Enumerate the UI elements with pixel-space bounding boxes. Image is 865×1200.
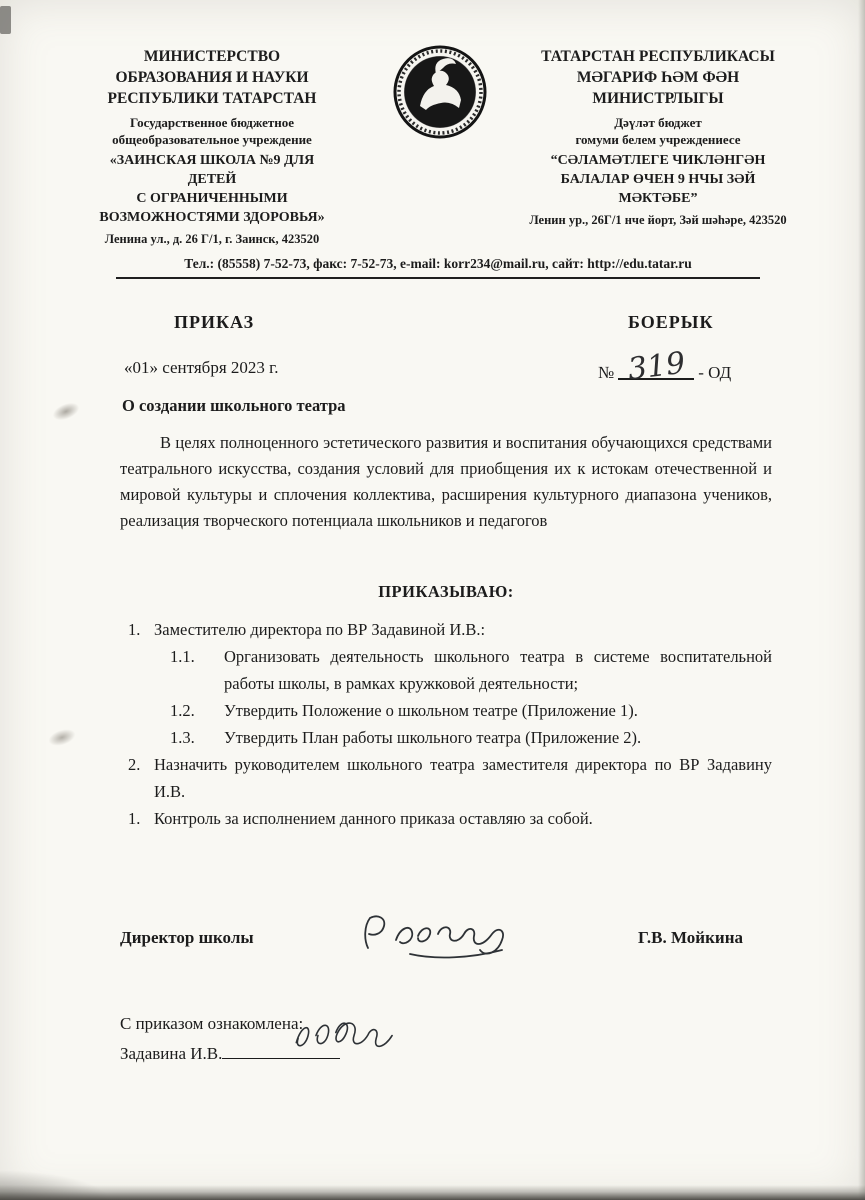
header-right-block — [516, 46, 800, 228]
directive-heading: ПРИКАЗЫВАЮ: — [378, 582, 514, 601]
acknowledgment-name: Задавина И.В. — [120, 1044, 223, 1063]
item-text: Контроль за исполнением данного приказа оставляю за собой. — [154, 809, 593, 828]
acknowledgment-signature — [285, 1007, 408, 1064]
ministry-name-ru-line: ОБРАЗОВАНИЯ И НАУКИ — [115, 69, 309, 86]
ministry-name-ru-line: РЕСПУБЛИКИ ТАТАРСТАН — [107, 90, 317, 107]
item-number: 1.3. — [170, 728, 195, 747]
school-name-ru-line: «ЗАИНСКАЯ ШКОЛА №9 ДЛЯ ДЕТЕЙ — [109, 153, 315, 187]
org-type-tat-line: Дәүләт бюджет — [614, 115, 702, 130]
org-type-ru-line: Государственное бюджетное — [129, 115, 295, 130]
director-role: Директор школы — [120, 928, 254, 947]
order-number-line — [618, 345, 694, 388]
ministry-name-tat-line: ТАТАРСТАН РЕСПУБЛИКАСЫ — [541, 48, 775, 65]
address-ru: Ленина ул., д. 26 Г/1, г. Заинск, 423520 — [104, 232, 320, 246]
school-name-ru-line: ВОЗМОЖНОСТЯМИ ЗДОРОВЬЯ» — [99, 210, 325, 225]
director-name: Г.В. Мойкина — [638, 928, 743, 947]
order-subject: О создании школьного театра — [122, 396, 346, 415]
acknowledgment-line: С приказом ознакомлена: — [120, 1014, 304, 1033]
item-text: Заместителю директора по ВР Задавиной И.В.: — [154, 620, 486, 639]
order-item — [120, 805, 772, 832]
item-number: 1. — [128, 620, 141, 639]
director-signature — [352, 906, 532, 969]
item-text: Утвердить План работы школьного театра (Приложение 2). — [224, 728, 642, 747]
order-date: «01» сентября 2023 г. — [124, 358, 279, 377]
org-type-tat-line: гомуми белем учреждениесе — [575, 132, 741, 147]
address-tat: Ленин ур., 26Г/1 нче йорт, Зәй шәһәре, 423520 — [529, 213, 787, 227]
ministry-name-tat-line: МИНИСТРЛЫГЫ — [592, 90, 724, 107]
ministry-name-ru-line: МИНИСТЕРСТВО — [143, 48, 281, 65]
order-number-value-handwritten: 319 — [625, 345, 687, 388]
scan-bottom-edge — [0, 1185, 865, 1200]
scan-smudge — [50, 399, 82, 423]
org-type-ru-line: общеобразовательное учреждение — [112, 132, 312, 147]
body-paragraph: В целях полноценного эстетического развития и воспитания обучающихся средствами театрального искусства, создания условий для приобщения их к истокам отечественной и мировой культуры и сплочения коллектива, расширения культурного диапазона учеников, реализация творческого потенциала школьников и педагогов — [120, 433, 772, 530]
item-number: 1.2. — [170, 701, 195, 720]
scan-corner-mark — [0, 6, 11, 34]
scan-right-edge — [858, 0, 865, 1200]
order-subitem — [170, 697, 772, 724]
scan-smudge — [46, 726, 77, 749]
order-subitem — [170, 643, 772, 697]
tatarstan-seal-icon — [392, 44, 488, 140]
item-number: 2. — [128, 755, 141, 774]
item-number: 1. — [128, 809, 141, 828]
order-number-suffix: - ОД — [698, 363, 732, 382]
school-name-ru-line: С ОГРАНИЧЕННЫМИ — [136, 191, 288, 206]
contact-line: Тел.: (85558) 7-52-73, факс: 7-52-73, e-mail: korr234@mail.ru, сайт: http://edu.tatar.ru — [116, 256, 760, 279]
order-title-tat: БОЕРЫК — [628, 312, 714, 332]
order-item — [120, 751, 772, 805]
item-text: Утвердить Положение о школьном театре (Приложение 1). — [224, 701, 638, 720]
school-name-tat-line: “СӘЛАМӘТЛЕГЕ ЧИКЛӘНГӘН — [550, 153, 766, 168]
item-text: Назначить руководителем школьного театра заместителя директора по ВР Задавину И.В. — [154, 755, 772, 801]
school-name-tat-line: БАЛАЛАР ӨЧЕН 9 НЧЫ ЗӘЙ — [560, 172, 756, 187]
order-title-ru: ПРИКАЗ — [174, 312, 255, 332]
order-items — [120, 616, 772, 832]
order-number — [598, 345, 732, 388]
header-left-block — [86, 46, 338, 247]
ministry-name-tat-line: МӘГАРИФ ҺӘМ ФӘН — [576, 69, 740, 86]
item-text: Организовать деятельность школьного театра в системе воспитательной работы школы, в рамках кружковой деятельности; — [224, 647, 772, 693]
order-subitem — [170, 724, 772, 751]
item-number: 1.1. — [170, 647, 195, 666]
order-item — [120, 616, 772, 643]
school-name-tat-line: МӘКТӘБЕ” — [618, 191, 698, 206]
order-number-sign: № — [598, 363, 615, 382]
